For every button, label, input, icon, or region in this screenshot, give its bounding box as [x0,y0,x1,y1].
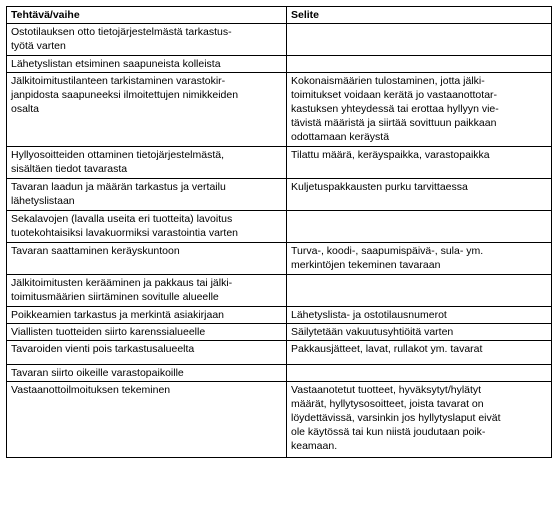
task-line: Tavaran laadun ja määrän tarkastus ja vertailu [11,181,226,193]
explanation-line: odottamaan keräystä [291,131,390,143]
task-line: Lähetyslistan etsiminen saapuneista kolleista [11,58,221,70]
task-cell [7,243,287,275]
explanation-cell [287,73,552,147]
explanation-cell [287,341,552,365]
task-cell [7,307,287,324]
explanation-cell [287,179,552,211]
explanation-line: Lähetyslista- ja ostotilausnumerot [291,309,447,321]
task-cell [7,341,287,365]
table-row [7,56,552,73]
task-line: sisältäen tiedot tavarasta [11,163,128,175]
explanation-line: tävistä määristä ja siirtää sovittuun paikkaan [291,117,497,129]
explanation-line: Tilattu määrä, keräyspaikka, varastopaikka [291,149,490,161]
task-cell [7,179,287,211]
explanation-line: Kokonaismäärien tulostaminen, jotta jälki- [291,75,485,87]
explanation-line: toimitukset voidaan kerätä jo vastaanottotar- [291,89,498,101]
task-line: Ostotilauksen otto tietojärjestelmästä tarkastus- [11,26,232,38]
table-body [7,24,552,458]
task-line: Jälkitoimitusten kerääminen ja pakkaus tai jälki- [11,277,233,289]
table-row [7,324,552,341]
explanation-cell [287,324,552,341]
task-line: työtä varten [11,40,66,52]
task-table [6,6,552,458]
task-line: toimitusmäärien siirtäminen sovitulle alueelle [11,291,219,303]
explanation-line: Turva-, koodi-, saapumispäivä-, sula- ym. [291,245,484,257]
task-cell [7,56,287,73]
table-row [7,365,552,382]
table-row [7,341,552,365]
table-row [7,243,552,275]
explanation-line: kastuksen yhteydessä tai erottaa hyllyyn vie- [291,103,499,115]
table-row [7,179,552,211]
header-row [7,7,552,24]
explanation-line: Kuljetuspakkausten purku tarvittaessa [291,181,468,193]
task-line: osalta [11,103,40,115]
task-line: tuotekohtaisiksi lavakuormiksi varastointia varten [11,227,239,239]
task-cell [7,147,287,179]
task-line: Vastaanottoilmoituksen tekeminen [11,384,171,396]
task-line: Viallisten tuotteiden siirto karenssialueelle [11,326,206,338]
explanation-line: merkintöjen tekeminen tavaraan [291,259,441,271]
explanation-line: määrät, hyllytysosoitteet, joista tavarat on [291,398,484,410]
task-line: janpidosta saapuneeksi ilmoitettujen nimikkeiden [11,89,239,101]
task-line: Hyllyosoitteiden ottaminen tietojärjestelmästä, [11,149,225,161]
explanation-line: Pakkausjätteet, lavat, rullakot ym. tavarat [291,343,483,355]
explanation-cell [287,275,552,307]
explanation-line: Vastaanotetut tuotteet, hyväksytyt/hylätyt [291,384,482,396]
task-cell [7,275,287,307]
task-line: lähetyslistaan [11,195,75,207]
table-row [7,382,552,458]
table-row [7,147,552,179]
task-cell [7,365,287,382]
explanation-cell [287,211,552,243]
explanation-cell [287,147,552,179]
task-line: Poikkeamien tarkastus ja merkintä asiakirjaan [11,309,225,321]
explanation-cell [287,56,552,73]
task-cell [7,211,287,243]
explanation-line: keamaan. [291,440,338,452]
explanation-cell [287,382,552,458]
task-cell [7,73,287,147]
table-row [7,275,552,307]
explanation-line: Säilytetään vakuutusyhtiöitä varten [291,326,454,338]
explanation-cell [287,307,552,324]
task-line: Sekalavojen (lavalla useita eri tuotteita) lavoitus [11,213,233,225]
task-cell [7,324,287,341]
explanation-cell [287,365,552,382]
header-task: Tehtävä/vaihe [7,7,287,24]
table-row [7,24,552,56]
task-line: Tavaroiden vienti pois tarkastusalueelta [11,343,195,355]
table-row [7,307,552,324]
task-cell [7,382,287,458]
task-cell [7,24,287,56]
explanation-cell [287,243,552,275]
explanation-line: löydettävissä, varsinkin jos hyllytyslaput eivät [291,412,501,424]
explanation-cell [287,24,552,56]
explanation-line: ole käytössä tai kun niistä joudutaan poik- [291,426,486,438]
header-explanation: Selite [287,7,552,24]
table-row [7,211,552,243]
table-row [7,73,552,147]
task-line: Tavaran siirto oikeille varastopaikoille [11,367,184,379]
task-line: Jälkitoimitustilanteen tarkistaminen varastokir- [11,75,226,87]
task-line: Tavaran saattaminen keräyskuntoon [11,245,180,257]
